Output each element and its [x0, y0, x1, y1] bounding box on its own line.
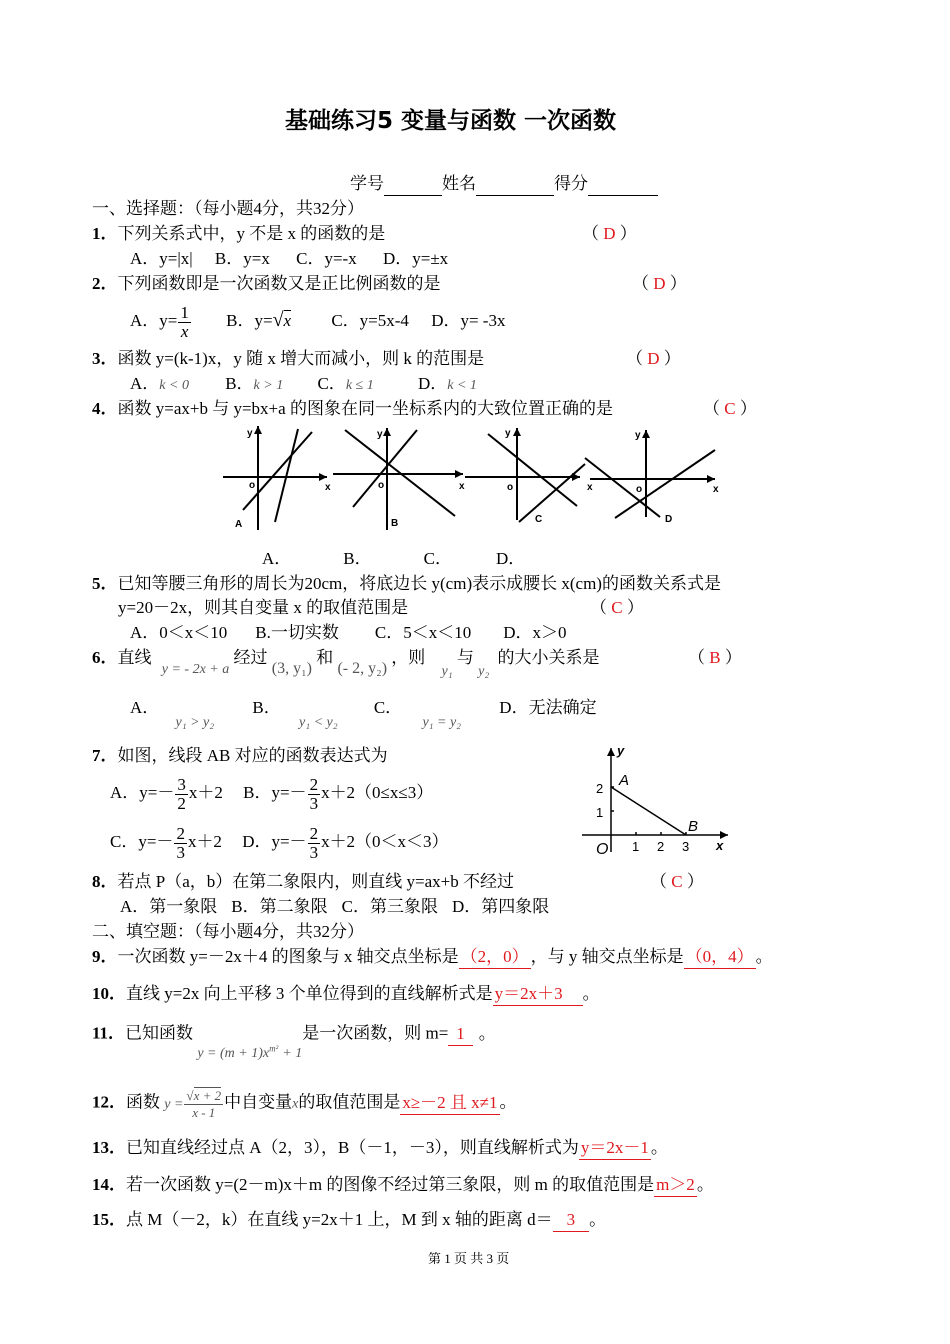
graph-b-label: B — [391, 518, 399, 529]
graph-d-y-label: y — [635, 430, 641, 441]
question-text: 已知等腰三角形的周长为20cm，将底边长 y(cm)表示成腰长 x(cm)的函数关系式是 — [117, 574, 721, 593]
fig-tick-1: 1 — [632, 839, 640, 854]
answer-value: C — [724, 399, 736, 418]
answer-13: y＝2x－1 — [579, 1137, 651, 1160]
page-footer: 第 1 页 共 3 页 — [428, 1251, 510, 1266]
q3-options: A．k < 0 B．k > 1 C．k ≤ 1 D．k < 1 — [130, 374, 477, 393]
student-info-line — [350, 173, 658, 196]
question-13: 13．已知直线经过点 A（2，3），B（－1，－3），则直线解析式为 y＝2x－1 。 — [92, 1137, 668, 1160]
graph-d-line-1 — [585, 458, 660, 517]
question-number: 13． — [92, 1138, 126, 1157]
fig-origin: O — [596, 841, 609, 858]
option-b: B．y=√x — [226, 309, 292, 331]
condition-a: k < 0 — [159, 378, 189, 393]
line-equation: y = - 2x + a — [161, 662, 230, 677]
q5-options: A．0＜x＜10 B.一切实数 C．5＜x＜10 D．x＞0 — [130, 623, 567, 642]
question-7 — [92, 745, 388, 767]
graph-a-line-1 — [243, 432, 312, 510]
answer-9b: （0，4） — [684, 946, 756, 969]
graph-d-label: D — [665, 514, 673, 525]
q7-options-cd — [110, 822, 449, 862]
option-c: C．y=－ $\frac{2}{3}$ x＋2 — [110, 823, 222, 862]
graph-b-y-label: y — [377, 429, 383, 440]
answer-2: （ D ） — [632, 274, 687, 293]
question-5 — [92, 573, 721, 595]
question-text: 函数 y=ax+b 与 y=bx+a 的图象在同一坐标系内的大致位置正确的是 — [117, 399, 613, 418]
question-number: 1． — [92, 224, 118, 243]
question-number: 12． — [92, 1092, 126, 1112]
question-text: 如图，线段 AB 对应的函数表达式为 — [117, 746, 388, 765]
graph-c-line-1 — [488, 434, 577, 506]
question-9: 9．一次函数 y=－2x＋4 的图象与 x 轴交点坐标是 （2，0） ，与 y 轴交点坐标是 （0，4） 。 — [92, 946, 773, 969]
answer-8: （ C ） — [650, 872, 704, 891]
graph-b-origin: o — [378, 480, 385, 491]
graph-b-line-2 — [353, 430, 417, 507]
condition-c: k ≤ 1 — [345, 378, 374, 393]
q7-figure — [578, 742, 738, 860]
function-equation: y = $\frac{√x + 2}{x - 1}$ — [164, 1088, 222, 1120]
option-b: B．y=－ $\frac{2}{3}$ x＋2（0≤x≤3） — [243, 774, 434, 813]
answer-3: （ D ） — [626, 349, 681, 368]
answer-15: 3 — [553, 1209, 590, 1232]
option-a: A．y=|x| — [130, 249, 193, 268]
answer-4: （ C ） — [703, 399, 757, 418]
fig-ytick-1: 1 — [596, 805, 604, 820]
graph-c-origin: o — [507, 482, 514, 493]
question-15: 15．点 M（－2，k）在直线 y=2x＋1 上，M 到 x 轴的距离 d＝ 3 。 — [92, 1209, 606, 1232]
option-a: A．y= $\frac{1}{x}$ — [130, 302, 189, 341]
answer-14: m＞2 — [654, 1174, 697, 1197]
answer-9a: （2，0） — [459, 946, 531, 969]
question-number: 14． — [92, 1175, 126, 1194]
answer-1: （ D ） — [582, 224, 637, 243]
q6-options: A． $_{y_1 > y_2}$ B． $_{y_1 < y_2}$ C． $_{y_1 = y_2}$ D．无法确定 — [130, 698, 597, 730]
question-number: 15． — [92, 1210, 126, 1229]
segment-ab — [611, 787, 686, 835]
option-c: C．y=5x-4 — [331, 311, 409, 330]
condition-b: k > 1 — [253, 378, 284, 393]
question-12: 12．函数 y = $\frac{√x + 2}{x - 1}$ 中自变量x的取值范围是 x≥－2 且 x≠1 。 — [92, 1088, 517, 1120]
fig-tick-3: 3 — [682, 839, 690, 854]
function-equation: y = (m + 1)xm² + 1 — [197, 1043, 303, 1061]
section-fill-heading: 二、填空题：（每小题4分，共32分） — [92, 922, 364, 941]
question-text: 下列关系式中，y 不是 x 的函数的是 — [117, 224, 386, 243]
fig-y-label: y — [617, 743, 625, 758]
graph-b-x-label: x — [459, 481, 465, 492]
answer-5: （ C ） — [590, 598, 644, 617]
q4-graphs — [215, 422, 725, 534]
fig-point-a: A — [619, 772, 630, 789]
answer-value: D — [653, 274, 666, 293]
graph-d-x-label: x — [713, 484, 719, 495]
student-number-label: 学号 — [350, 174, 384, 193]
question-number: 2． — [92, 274, 118, 293]
graph-a-x-label: x — [325, 482, 331, 493]
question-number: 5． — [92, 574, 118, 593]
graph-a-line-2 — [275, 429, 298, 522]
score-field[interactable] — [588, 173, 658, 196]
score-label: 得分 — [554, 174, 588, 193]
q7-options-ab — [110, 773, 433, 813]
fig-x-label: x — [716, 838, 724, 853]
question-text: 下列函数即是一次函数又是正比例函数的是 — [117, 274, 441, 293]
question-text: 若点 P（a，b）在第二象限内，则直线 y=ax+b 不经过 — [117, 872, 514, 891]
option-c: C．y=-x — [296, 249, 357, 268]
fig-point-b: B — [688, 818, 699, 835]
graph-c-x-label: x — [587, 482, 593, 493]
q2-options — [130, 300, 505, 341]
question-number: 6． — [92, 648, 118, 667]
fig-ytick-2: 2 — [596, 781, 604, 796]
question-number: 8． — [92, 872, 118, 891]
answer-value: D — [603, 224, 616, 243]
graph-d-origin: o — [636, 484, 643, 495]
page-title: 基础练习5 变量与函数 一次函数 — [285, 108, 617, 134]
q4-options: A． B． C． D． — [262, 549, 526, 568]
answer-11: 1 — [448, 1023, 473, 1046]
question-5-cont: y=20－2x，则其自变量 x 的取值范围是 — [118, 598, 409, 617]
answer-12: x≥－2 且 x≠1 — [400, 1092, 499, 1115]
question-1 — [92, 223, 385, 245]
graph-d-line-2 — [615, 450, 715, 518]
option-d: D．y= -3x — [431, 311, 506, 330]
graph-a-label: A — [235, 519, 243, 530]
name-field[interactable] — [476, 173, 554, 196]
answer-value: C — [671, 872, 683, 891]
graph-c-y-label: y — [505, 428, 511, 439]
question-2 — [92, 273, 441, 295]
question-number: 3． — [92, 349, 118, 368]
question-number: 7． — [92, 746, 118, 765]
option-b: B．y=x — [214, 249, 270, 268]
question-number: 9． — [92, 947, 118, 966]
question-3 — [92, 348, 484, 370]
graph-a-origin: o — [249, 480, 256, 491]
question-8 — [92, 871, 514, 893]
student-number-field[interactable] — [384, 173, 442, 196]
question-number: 11． — [92, 1023, 126, 1043]
answer-6: （ B ） — [688, 648, 742, 667]
option-a: A．y=－ $\frac{3}{2}$ x＋2 — [110, 774, 223, 813]
condition-d: k < 1 — [447, 378, 477, 393]
answer-value: C — [611, 598, 623, 617]
fig-tick-2: 2 — [657, 839, 665, 854]
q8-options: A．第一象限 B．第二象限 C．第三象限 D．第四象限 — [120, 897, 550, 916]
question-11: 11．已知函数 $_{y = (m + 1)x^{m^2} + 1}$是一次函数，则 m= 1 。 — [92, 1023, 496, 1061]
question-text: 函数 y=(k-1)x，y 随 x 增大而减小，则 k 的范围是 — [117, 349, 485, 368]
question-number: 4． — [92, 399, 118, 418]
graph-c-label: C — [535, 514, 543, 525]
question-10: 10．直线 y=2x 向上平移 3 个单位得到的直线解析式是 y＝2x＋3 。 — [92, 983, 600, 1006]
graph-a-y-label: y — [247, 428, 253, 439]
question-6: 6．直线 $_{y = - 2x + a}$ 经过 (3, y₁) 和 (- 2, y₂) ，则 $_{y_1}$ 与 $_{y_2}$ 的大小关系是 — [92, 648, 600, 679]
graph-c-line-2 — [519, 464, 585, 522]
answer-10: y＝2x＋3 — [493, 983, 583, 1006]
name-label: 姓名 — [442, 174, 476, 193]
question-4 — [92, 398, 613, 420]
answer-value: B — [709, 648, 721, 667]
question-14: 14．若一次函数 y=(2－m)x＋m 的图像不经过第三象限，则 m 的取值范围是 m＞2 。 — [92, 1174, 714, 1197]
section-choice-heading: 一、选择题：（每小题4分，共32分） — [92, 199, 364, 218]
option-d: D．y=±x — [382, 249, 449, 268]
answer-value: D — [647, 349, 660, 368]
question-number: 10． — [92, 984, 126, 1003]
q1-options — [130, 248, 448, 270]
option-d: D．y=－ $\frac{2}{3}$ x＋2（0＜x＜3） — [242, 823, 449, 862]
